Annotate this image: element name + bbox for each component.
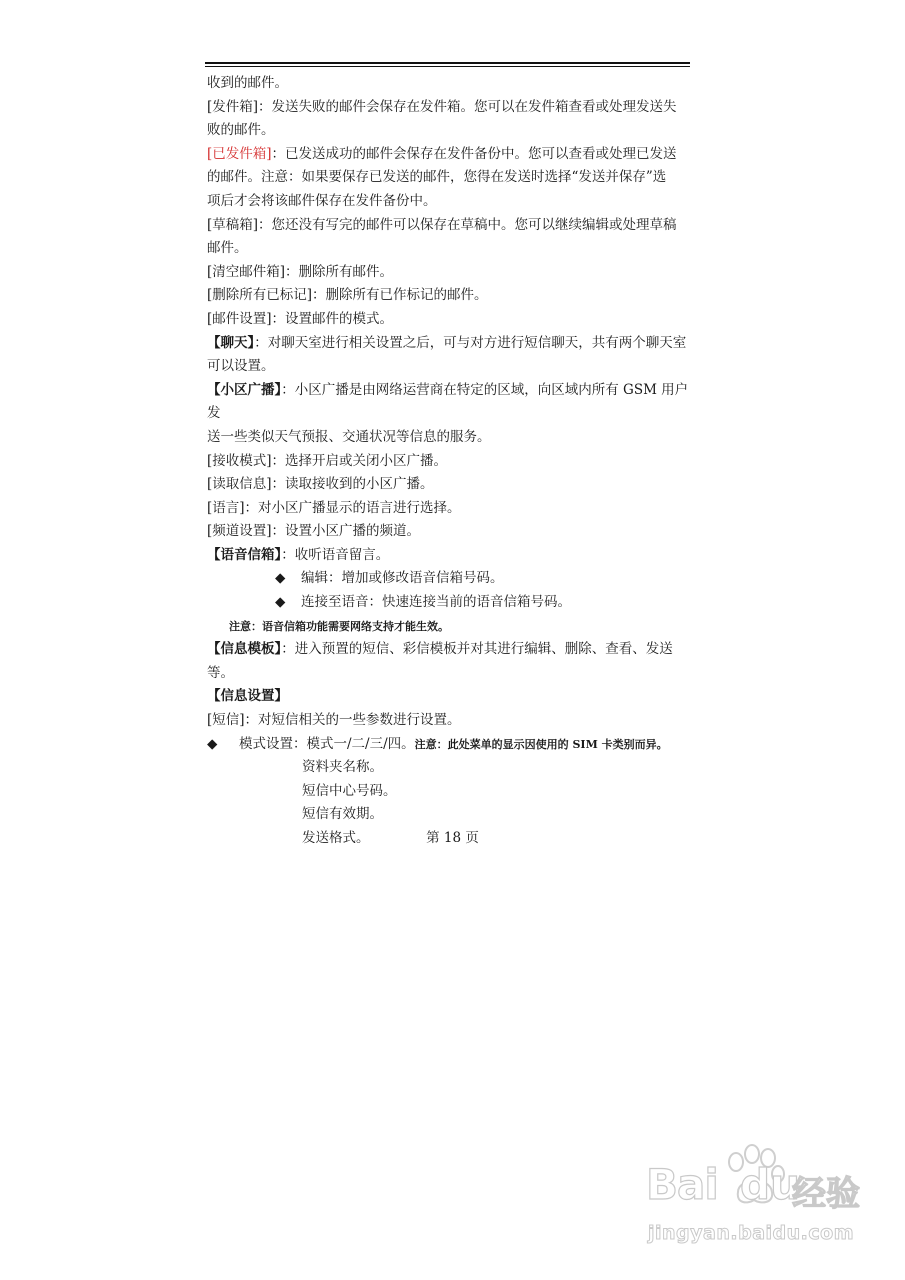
watermark-brand-text: du xyxy=(740,1160,800,1209)
diamond-bullet-icon: ◆ xyxy=(275,570,286,587)
text-line: [删除所有已标记]：删除所有已作标记的邮件。 xyxy=(207,287,488,304)
text-line: [频道设置]：设置小区广播的频道。 xyxy=(207,523,421,540)
section-heading-cell-broadcast: 【小区广播】 xyxy=(207,381,282,398)
bullet-item xyxy=(207,567,691,591)
text-line: 可以设置。 xyxy=(207,358,275,375)
text-line xyxy=(207,379,691,426)
section-desc: ：收听语音留言。 xyxy=(281,546,390,563)
sent-box-label: [已发件箱] xyxy=(207,145,272,162)
note-voicemail: 注意：语音信箱功能需要网络支持才能生效。 xyxy=(229,619,449,633)
section-desc: ：对聊天室进行相关设置之后，可与对方进行短信聊天，共有两个聊天室 xyxy=(254,334,687,351)
diamond-bullet-icon: ◆ xyxy=(207,735,218,752)
text-line: 送一些类似天气预报、交通状况等信息的服务。 xyxy=(207,428,491,445)
document-body xyxy=(207,72,691,851)
watermark-brand-text: Bai xyxy=(646,1160,718,1209)
diamond-bullet-icon: ◆ xyxy=(275,594,286,611)
sub-item: 短信中心号码。 xyxy=(302,782,397,799)
text-line: [邮件设置]：设置邮件的模式。 xyxy=(207,310,394,327)
baidu-jingyan-watermark xyxy=(640,1140,870,1260)
section-desc: ：小区广播是由网络运营商在特定的区域，向区域内所有 GSM 用户发 xyxy=(207,381,689,422)
sent-box-desc: ：已发送成功的邮件会保存在发件备份中。您可以查看或处理已发送 xyxy=(271,145,677,162)
text-line xyxy=(207,332,691,356)
watermark-brand-cn: 经验 xyxy=(792,1174,860,1214)
bullet-item xyxy=(207,733,691,757)
sub-item: 短信有效期。 xyxy=(302,806,383,823)
text-line: [接收模式]：选择开启或关闭小区广播。 xyxy=(207,452,448,469)
watermark-url: jingyan.baidu.com xyxy=(648,1222,854,1244)
section-desc: ：进入预置的短信、彩信模板并对其进行编辑、删除、查看、发送等。 xyxy=(207,641,673,681)
sub-item: 资料夹名称。 xyxy=(302,759,383,776)
text-line xyxy=(207,544,691,568)
bullet-text: 模式设置：模式一/二/三/四。 xyxy=(239,735,415,752)
bullet-text: 连接至语音：快速连接当前的语音信箱号码。 xyxy=(301,594,571,611)
note-sim: 注意：此处菜单的显示因使用的 SIM 卡类别而异。 xyxy=(414,737,668,751)
sub-item: 发送格式。 xyxy=(302,830,370,846)
text-line: [语言]：对小区广播显示的语言进行选择。 xyxy=(207,499,461,516)
text-line: 的邮件。注意：如果要保存已发送的邮件，您得在发送时选择“发送并保存”选 xyxy=(207,169,667,186)
text-line: 败的邮件。 xyxy=(207,122,275,139)
text-line xyxy=(207,143,691,167)
text-line: [短信]：对短信相关的一些参数进行设置。 xyxy=(207,712,461,729)
bullet-item xyxy=(207,591,691,615)
text-line: 项后才会将该邮件保存在发件备份中。 xyxy=(207,192,437,209)
text-line: [草稿箱]：您还没有写完的邮件可以保存在草稿中。您可以继续编辑或处理草稿 xyxy=(207,216,677,233)
section-heading-templates: 【信息模板】 xyxy=(207,641,282,658)
section-heading-chat: 【聊天】 xyxy=(207,334,255,351)
text-line: 收到的邮件。 xyxy=(207,75,288,91)
text-line: 邮件。 xyxy=(207,240,248,257)
text-line: [读取信息]：读取接收到的小区广播。 xyxy=(207,476,434,493)
text-line: [清空邮件箱]：删除所有邮件。 xyxy=(207,263,394,280)
section-heading-voicemail: 【语音信箱】 xyxy=(207,546,282,563)
text-line: [发件箱]：发送失败的邮件会保存在发件箱。您可以在发件箱查看或处理发送失 xyxy=(207,98,677,115)
header-rule-thin xyxy=(205,66,690,67)
text-line xyxy=(207,638,691,685)
bullet-text: 编辑：增加或修改语音信箱号码。 xyxy=(301,570,504,587)
header-rule-thick xyxy=(205,62,690,64)
page-number: 第 18 页 xyxy=(426,830,479,846)
section-heading-message-settings: 【信息设置】 xyxy=(207,688,288,705)
